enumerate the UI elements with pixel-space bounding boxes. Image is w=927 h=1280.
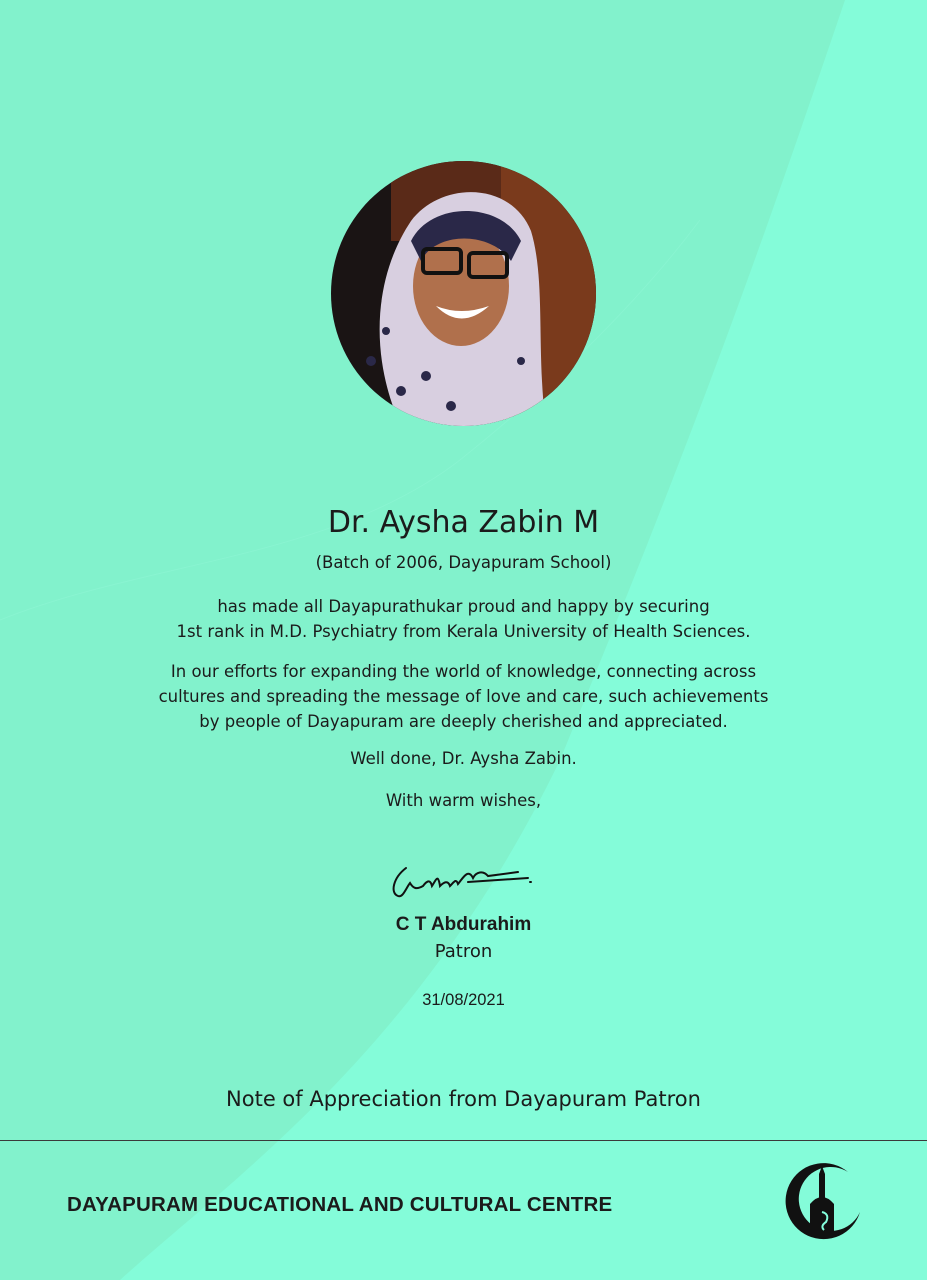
text-line: In our efforts for expanding the world of knowledge, connecting across	[170, 662, 757, 681]
organization-name: DAYAPURAM EDUCATIONAL AND CULTURAL CENTRE	[67, 1193, 613, 1216]
text-line: has made all Dayapurathukar proud and happy by securing	[217, 597, 710, 616]
closing-text: With warm wishes,	[385, 791, 542, 810]
note-title: Note of Appreciation from Dayapuram Patron	[226, 1087, 701, 1111]
text-line: 1st rank in M.D. Psychiatry from Kerala University of Health Sciences.	[176, 622, 751, 641]
appreciation-text	[0, 659, 927, 734]
signature	[388, 858, 538, 903]
date: 31/08/2021	[422, 991, 505, 1009]
achievement-text	[0, 594, 927, 644]
recipient-photo	[331, 161, 596, 426]
text-line: by people of Dayapuram are deeply cherished and appreciated.	[199, 712, 728, 731]
well-done-text: Well done, Dr. Aysha Zabin.	[350, 749, 577, 768]
divider	[0, 1140, 927, 1141]
signatory-title: Patron	[434, 941, 493, 962]
recipient-name: Dr. Aysha Zabin M	[327, 505, 600, 540]
recipient-batch: (Batch of 2006, Dayapuram School)	[315, 553, 612, 572]
text-line: cultures and spreading the message of love and care, such achievements	[158, 687, 769, 706]
organization-logo	[782, 1162, 864, 1246]
signatory-name: C T Abdurahim	[395, 914, 532, 935]
